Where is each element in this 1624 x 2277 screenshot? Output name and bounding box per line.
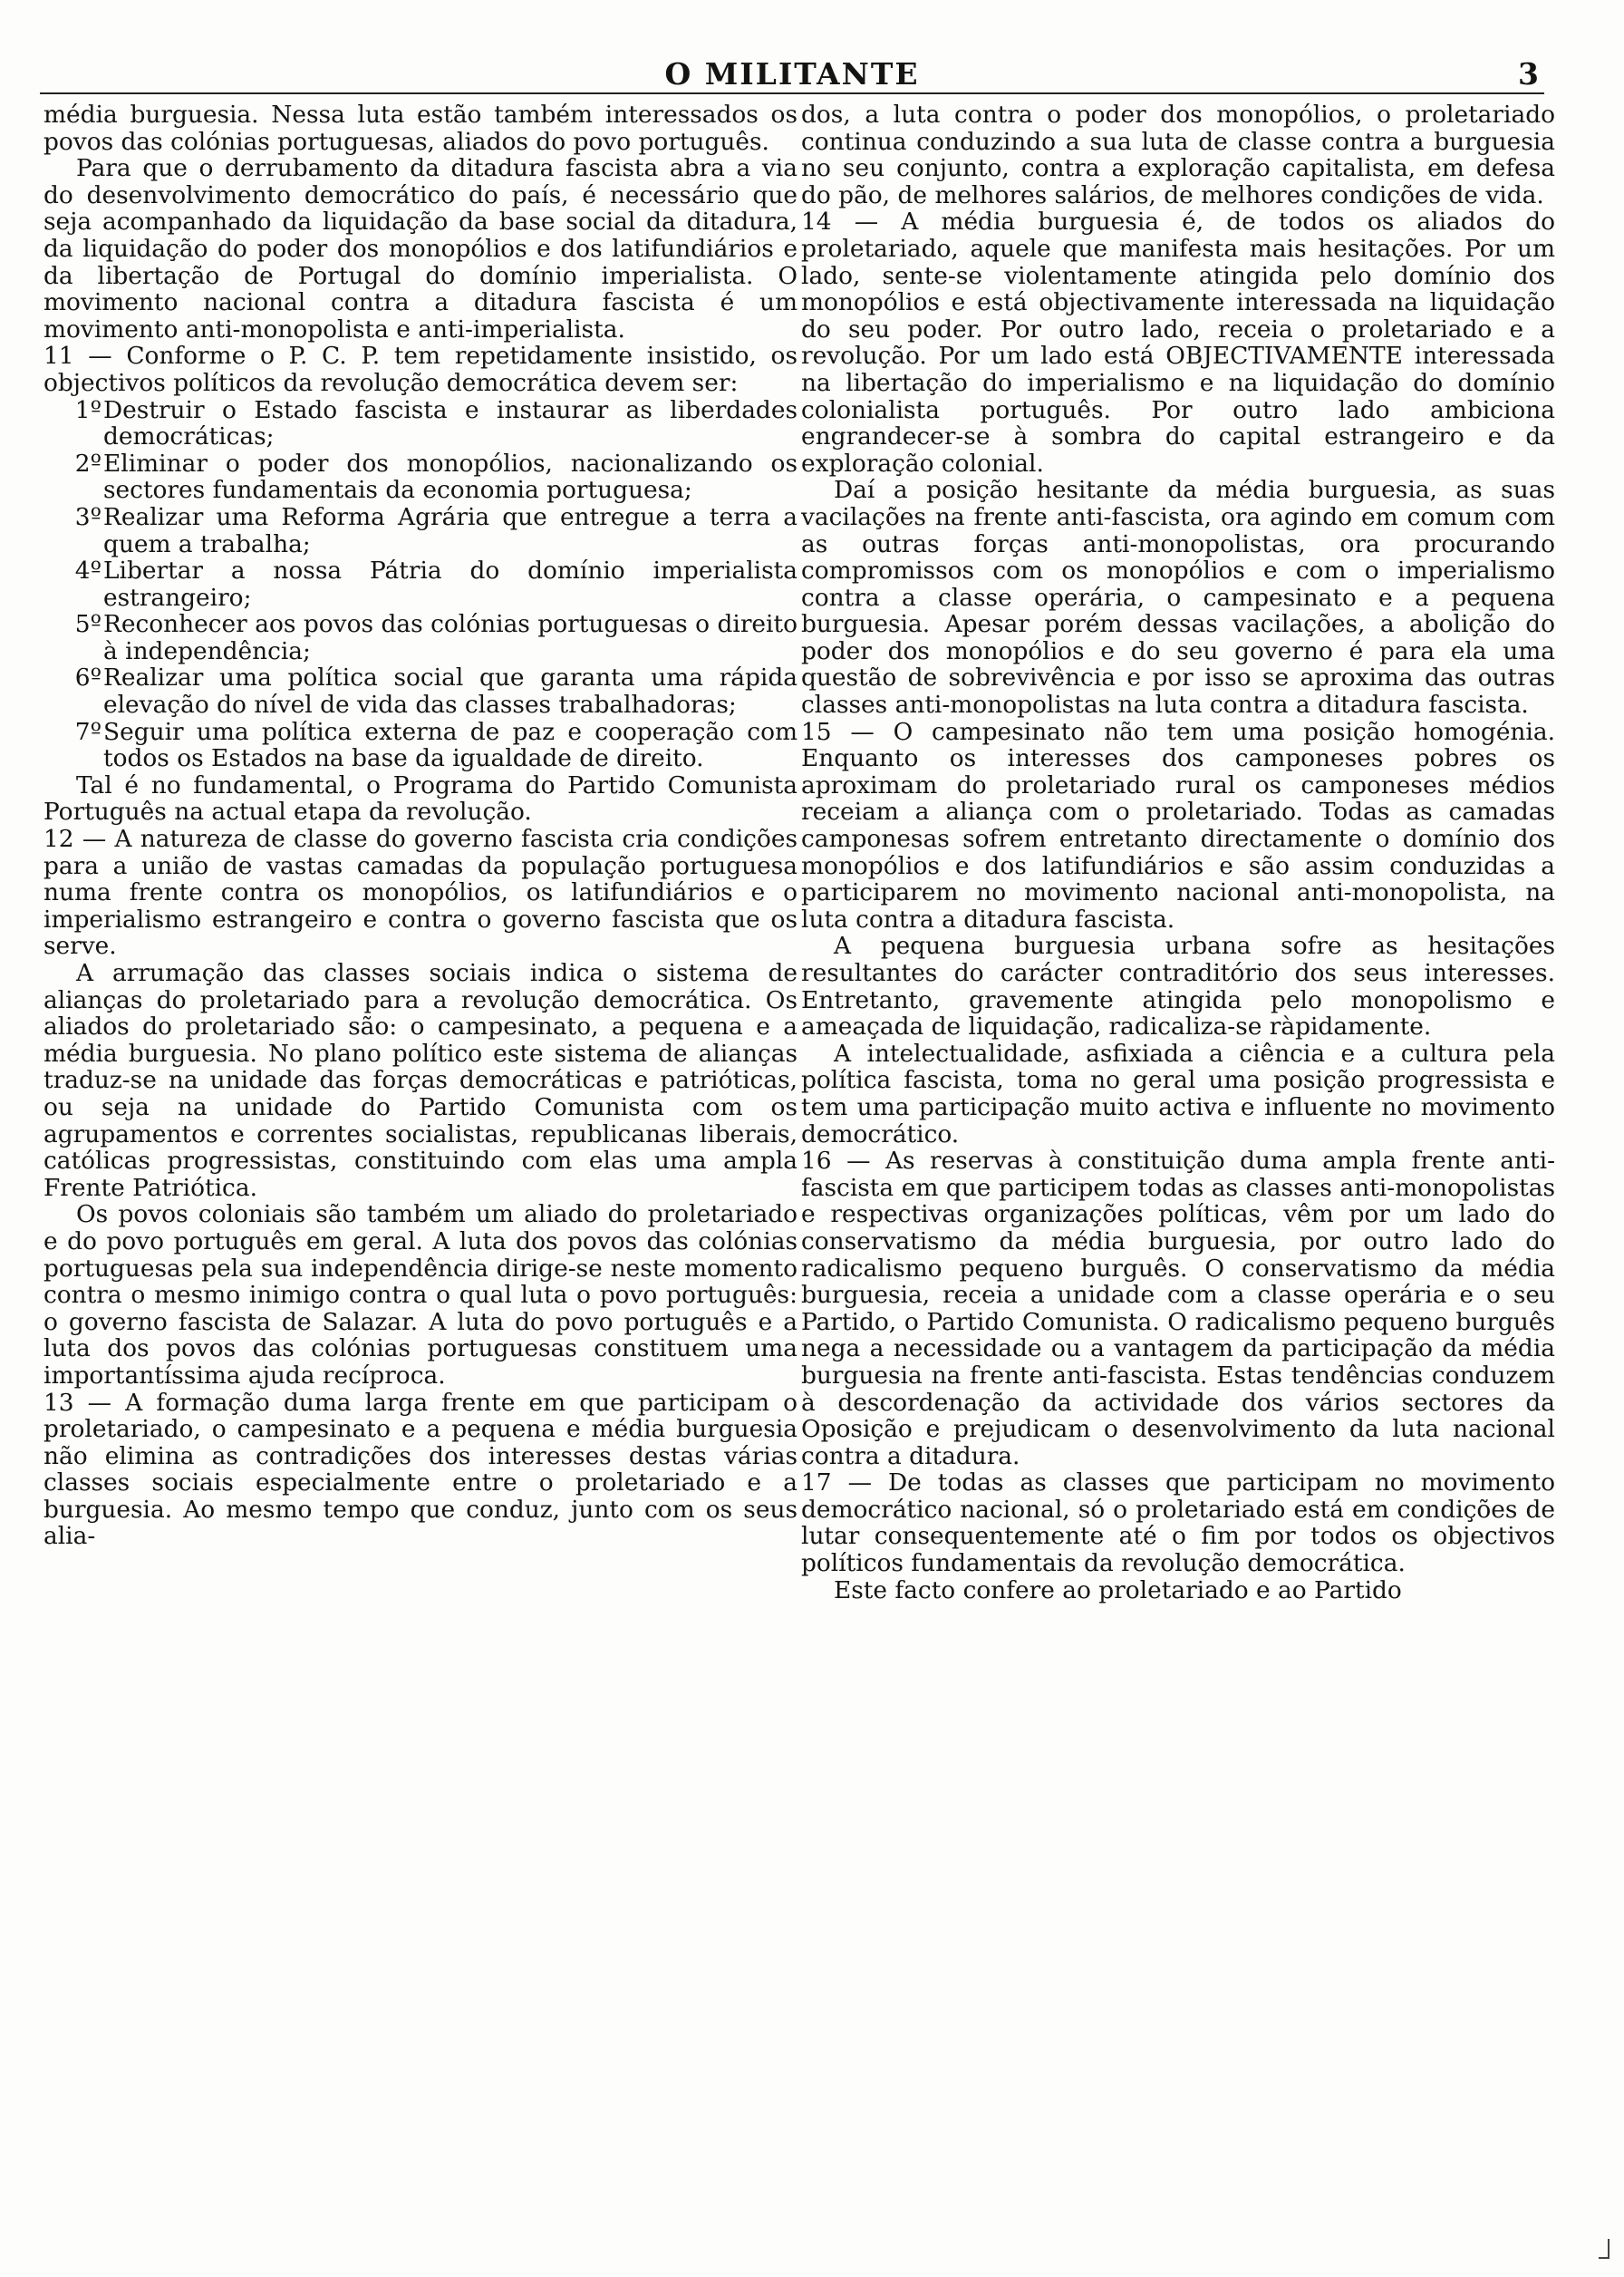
paragraph-section-14: 14 — A média burguesia é, de todos os aliados do proletariado, aquele que manifesta mais hesitações. Por um lado, sente-se violentamente atingida pelo domínio dos monopólios e está objectivamente interessada na liquidação do seu poder. Por outro lado, receia o proletariado e a revolução. Por um lado está OBJECTIVAMENTE interessada na libertação do imperialismo e na liquidação do domínio colonialista português. Por outro lado ambiciona engrandecer-se à sombra do capital estrangeiro e da exploração colonial. [801, 208, 1555, 478]
list-item-number: 7º [74, 717, 102, 746]
paragraph: Os povos coloniais são também um aliado do proletariado e do povo português em geral. A luta dos povos das colónias portuguesas pela sua independência dirige-se neste momento contra o mesmo inimigo contra o qual luta o povo português: o governo fascista de Salazar. A luta do povo português e a luta dos povos das colónias portuguesas constituem uma importantíssima ajuda recíproca. [44, 1200, 798, 1390]
objectives-list [44, 397, 798, 772]
paragraph: A arrumação das classes sociais indica o sistema de alianças do proletariado para a revolução democrática. Os aliados do proletariado são: o campesinato, a pequena e a média burguesia. No plano político este sistema de alianças traduz-se na unidade das forças democráticas e patrióticas, ou seja na unidade do Partido Comunista com os agrupamentos e correntes socialistas, republicanas liberais, católicas progressistas, constituindo com elas uma ampla Frente Patriótica. [44, 959, 798, 1202]
paragraph: Tal é no fundamental, o Programa do Partido Comunista Português na actual etapa da revolução. [44, 770, 798, 827]
crop-mark [1599, 2239, 1610, 2259]
list-item-number: 3º [74, 502, 102, 531]
list-item-text: Libertar a nossa Pátria do domínio imperialista estrangeiro; [103, 557, 798, 612]
paragraph: Este facto confere ao proletariado e ao Partido [834, 1575, 1402, 1604]
list-item-number: 4º [74, 557, 102, 586]
paragraph: Para que o derrubamento da ditadura fascista abra a via do desenvolvimento democrático do país, é necessário que seja acompanhado da liquidação da base social da ditadura, da liquidação do poder dos monopólios e dos latifundiários e da libertação de Portugal do domínio imperialista. O movimento nacional contra a ditadura fascista é um movimento anti-monopolista e anti-imperialista. [44, 154, 798, 344]
list-item-number: 2º [74, 449, 102, 478]
list-item-text: Reconhecer aos povos das colónias portuguesas o direito à independência; [103, 610, 798, 665]
paragraph-section-16: 16 — As reservas à constituição duma ampla frente anti-fascista em que participem todas as classes anti-monopolistas e respectivas organizações políticas, vêm por um lado do conservatismo da média burguesia, por outro lado do radicalismo pequeno burguês. O conservatismo da média burguesia, receia a unidade com a classe operária e o seu Partido, o Partido Comunista. O radicalismo pequeno burguês nega a necessidade ou a vantagem da participação da média burguesia na frente anti-fascista. Estas tendências conduzem à descordenação da actividade dos vários sectores da Oposição e prejudicam o desenvolvimento da luta nacional contra a ditadura. [801, 1147, 1555, 1470]
paragraph: A intelectualidade, asfixiada a ciência e a cultura pela política fascista, toma no geral uma posição progressista e tem uma participação muito activa e influente no movimento democrático. [801, 1039, 1555, 1148]
paragraph-section-15: 15 — O campesinato não tem uma posição homogénia. Enquanto os interesses dos camponeses pobres os aproximam do proletariado rural os camponeses médios receiam a aliança com o proletariado. Todas as camadas camponesas sofrem entretanto directamente o domínio dos monopólios e dos latifundiários e são assim conduzidas a participarem no movimento nacional anti-monopolista, na luta contra a ditadura fascista. [801, 717, 1555, 934]
page-number: 3 [1518, 56, 1539, 92]
right-column [801, 102, 1555, 1604]
paragraph: A pequena burguesia urbana sofre as hesitações resultantes do carácter contraditório dos seus interesses. Entretanto, gravemente atingida pelo monopolismo e ameaçada de liquidação, radicaliza-se ràpidamente. [801, 932, 1555, 1042]
publication-title: O MILITANTE [664, 56, 920, 92]
paragraph-section-17: 17 — De todas as classes que participam no movimento democrático nacional, só o proletariado está em condições de lutar consequentemente até o fim por todos os objectivos políticos fundamentais da revolução democrática. [801, 1468, 1555, 1578]
list-item-text: Realizar uma política social que garanta uma rápida elevação do nível de vida das classes trabalhadoras; [103, 664, 798, 720]
paragraph-section-13: 13 — A formação duma larga frente em que participam o proletariado, o campesinato e a pequena e média burguesia não elimina as contradições dos interesses destas várias classes sociais especialmente entre o proletariado e a burguesia. Ao mesmo tempo que conduz, junto com os seus alia- [44, 1388, 798, 1551]
page-header [40, 53, 1544, 94]
list-item [74, 557, 798, 612]
list-item-text: Realizar uma Reforma Agrária que entregue a terra a quem a trabalha; [103, 502, 798, 558]
list-item [74, 395, 798, 451]
list-item-text: Destruir o Estado fascista e instaurar as liberdades democráticas; [103, 395, 798, 451]
paragraph: dos, a luta contra o poder dos monopólios, o proletariado continua conduzindo a sua luta de classe contra a burguesia no seu conjunto, contra a exploração capitalista, em defesa do pão, de melhores salários, de melhores condições de vida. [801, 101, 1555, 209]
paragraph: Daí a posição hesitante da média burguesia, as suas vacilações na frente anti-fascista, ora agindo em comum com as outras forças anti-monopolistas, ora procurando compromissos com os monopólios e com o imperialismo contra a classe operária, o campesinato e a pequena burguesia. Apesar porém dessas vacilações, a abolição do poder dos monopólios e do seu governo é para ela uma questão de sobrevivência e por isso se aproxima das outras classes anti-monopolistas na luta contra a ditadura fascista. [801, 476, 1555, 720]
list-item [74, 610, 798, 665]
paragraph: média burguesia. Nessa luta estão também interessados os povos das colónias portuguesas, aliados do povo português. [44, 101, 798, 156]
list-item [74, 449, 798, 505]
list-item-text: Eliminar o poder dos monopólios, nacionalizando os sectores fundamentais da economia portuguesa; [103, 449, 798, 505]
list-item [74, 717, 798, 773]
paragraph-section-11: 11 — Conforme o P. C. P. tem repetidamente insistido, os objectivos políticos da revolução democrática devem ser: [44, 342, 798, 397]
list-item [74, 502, 798, 558]
list-item-number: 5º [74, 610, 102, 639]
list-item-text: Seguir uma política externa de paz e cooperação com todos os Estados na base da igualdade de direito. [103, 717, 798, 773]
list-item-number: 6º [74, 664, 102, 693]
left-column [44, 102, 798, 1550]
list-item [74, 664, 798, 720]
list-item-number: 1º [74, 395, 102, 424]
paragraph-section-12: 12 — A natureza de classe do governo fascista cria condições para a união de vastas camadas da população portuguesa numa frente contra os monopólios, os latifundiários e o imperialismo estrangeiro e contra o governo fascista que os serve. [44, 825, 798, 961]
